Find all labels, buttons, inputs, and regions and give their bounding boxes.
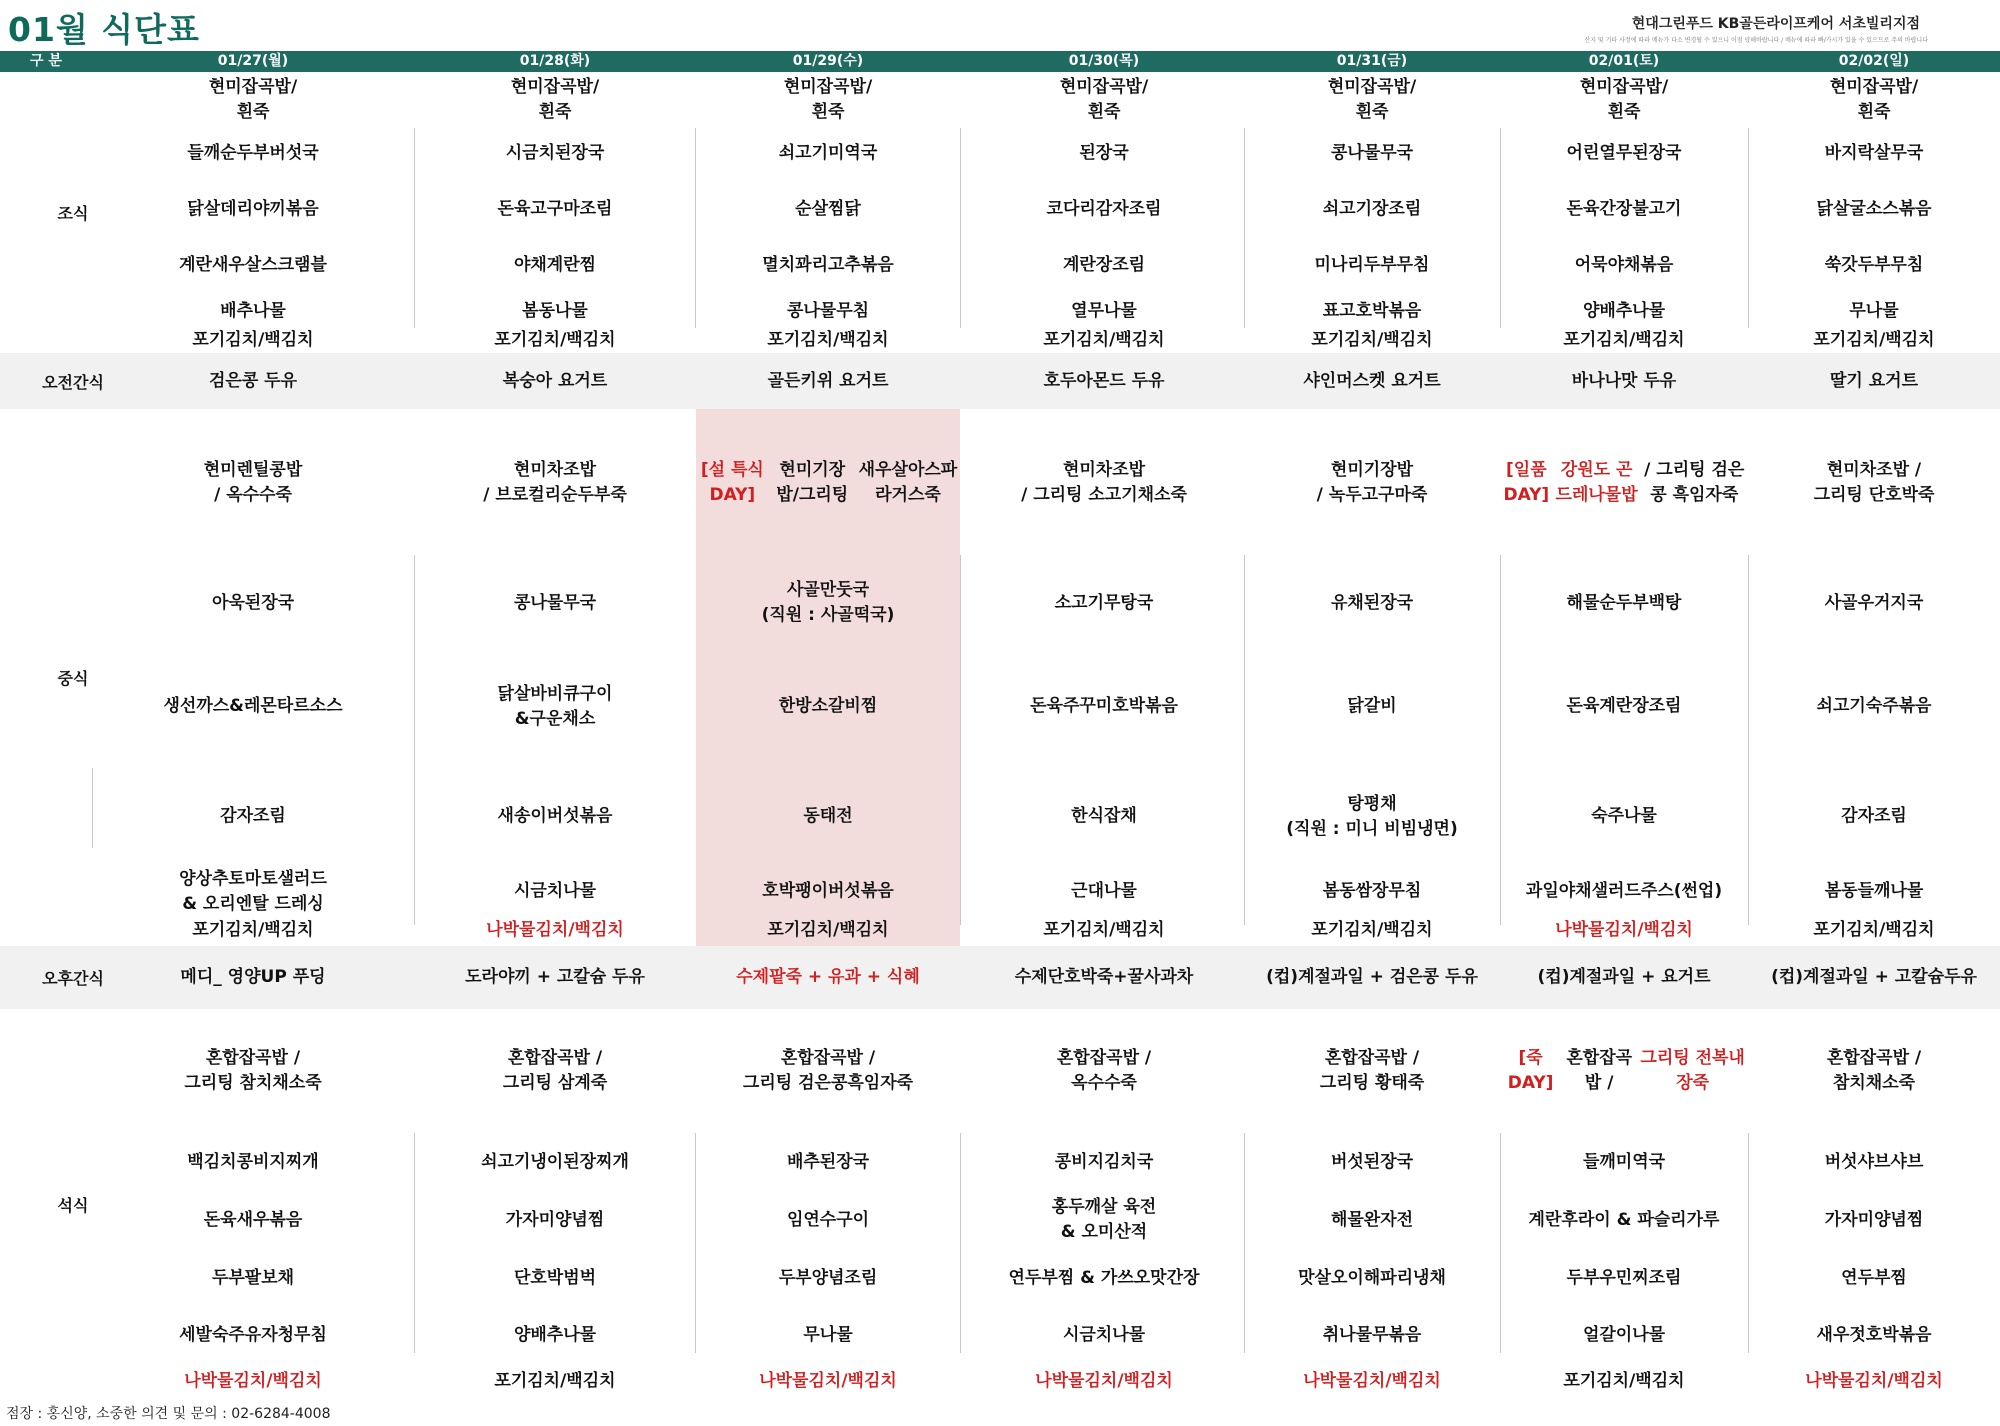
day-header: 02/01(토) (1588, 53, 1660, 69)
day-header: 02/02(일) (1838, 53, 1910, 69)
dinner-item: 쇠고기냉이된장찌개 (481, 1151, 629, 1172)
lunch-item: 해물순두부백탕 (1566, 592, 1682, 613)
breakfast-item: 포기김치/백김치 (1563, 329, 1685, 350)
breakfast-item: 양배추나물 (1582, 300, 1666, 321)
breakfast-item: 포기김치/백김치 (192, 329, 314, 350)
breakfast-item: 포기김치/백김치 (494, 329, 616, 350)
breakfast-item: 콩나물무국 (1330, 142, 1414, 163)
lunch-item: [일품 DAY] 강원도 곤드레나물밥 / 그리팅 검은콩 흑임자죽 (1503, 460, 1745, 505)
dinner-item: 임연수구이 (786, 1209, 870, 1230)
breakfast-item: 무나물 (1849, 300, 1899, 321)
day-header: 01/29(수) (792, 53, 864, 69)
breakfast-item: 봄동나물 (522, 300, 588, 321)
breakfast-item: 현미잡곡밥/ 흰죽 (510, 77, 600, 122)
dinner-item: 취나물무볶음 (1322, 1324, 1422, 1345)
table-header (0, 51, 2000, 72)
breakfast-item: 현미잡곡밥/ 흰죽 (1327, 77, 1417, 122)
dinner-item: 두부우민찌조림 (1566, 1267, 1682, 1288)
breakfast-item: 포기김치/백김치 (1311, 329, 1433, 350)
breakfast-item: 멸치꽈리고추볶음 (762, 254, 894, 275)
breakfast-item: 포기김치/백김치 (767, 329, 889, 350)
dinner-item: 세발숙주유자청무침 (179, 1324, 327, 1345)
dinner-item: 콩비지김치국 (1054, 1151, 1154, 1172)
dinner-item: 나박물김치/백김치 (184, 1370, 322, 1391)
lunch-item: 현미렌틸콩밥 / 옥수수죽 (203, 460, 303, 505)
am_snack-item: 딸기 요거트 (1829, 370, 1919, 391)
lunch-item: 포기김치/백김치 (1311, 919, 1433, 940)
lunch-item: 봄동쌈장무침 (1322, 881, 1422, 901)
pm_snack-item: 수제단호박죽+꿀사과차 (1014, 967, 1194, 987)
lunch-item: 아욱된장국 (211, 592, 295, 613)
column-divider (960, 555, 961, 925)
breakfast-item: 현미잡곡밥/ 흰죽 (783, 77, 873, 122)
dinner-item: 들깨미역국 (1582, 1151, 1666, 1172)
lunch-item: 봄동들깨나물 (1824, 881, 1924, 901)
pm_snack-item: 수제팥죽 + 유과 + 식혜 (736, 967, 920, 987)
breakfast-item: 미나리두부무침 (1314, 254, 1430, 275)
lunch-item: 나박물김치/백김치 (486, 919, 624, 940)
lunch-item: 한식잡채 (1071, 806, 1137, 826)
lunch-item: 시금치나물 (513, 881, 597, 901)
dinner-item: 가자미양념찜 (1824, 1209, 1924, 1230)
dinner-item: 나박물김치/백김치 (1805, 1370, 1943, 1391)
dinner-item: 두부팔보채 (211, 1267, 295, 1288)
category-lunch: 중식 (57, 669, 89, 688)
lunch-item: 나박물김치/백김치 (1555, 919, 1693, 940)
lunch-item: 과일야채샐러드주스(썬업) (1525, 881, 1723, 901)
dinner-item: 백김치콩비지찌개 (187, 1151, 319, 1172)
dinner-item: 양배추나물 (513, 1324, 597, 1345)
dinner-item: 두부양념조림 (778, 1267, 878, 1288)
lunch-item: 양상추토마토샐러드 & 오리엔탈 드레싱 (179, 868, 327, 914)
breakfast-item: 된장국 (1079, 142, 1129, 163)
lunch-item: 현미차조밥 / 그리팅 소고기채소죽 (1021, 460, 1187, 505)
pm_snack-item: 메디_ 영양UP 푸딩 (180, 967, 326, 987)
lunch-item: 쇠고기숙주볶음 (1816, 696, 1932, 716)
footer-contact: 점장 : 홍신양, 소중한 의견 및 문의 : 02-6284-4008 (6, 1406, 331, 1422)
pm_snack-item: (컵)계절과일 + 요거트 (1537, 967, 1711, 987)
category-pm-snack: 오후간식 (42, 969, 104, 988)
dinner-item: 포기김치/백김치 (1563, 1370, 1685, 1391)
lunch-item: 유채된장국 (1330, 592, 1414, 613)
am_snack-item: 골든키위 요거트 (767, 370, 889, 391)
breakfast-item: 쇠고기미역국 (778, 142, 878, 163)
lunch-item: 한방소갈비찜 (778, 696, 878, 716)
dinner-item: 연두부찜 (1841, 1267, 1907, 1288)
dinner-item: 시금치나물 (1062, 1324, 1146, 1345)
am_snack-item: 바나나맛 두유 (1571, 370, 1677, 391)
am_snack-item: 검은콩 두유 (208, 370, 298, 391)
breakfast-item: 현미잡곡밥/ 흰죽 (1059, 77, 1149, 122)
column-divider (960, 128, 961, 328)
breakfast-item: 표고호박볶음 (1322, 300, 1422, 321)
column-divider (960, 1133, 961, 1353)
breakfast-item: 닭살굴소스볶음 (1816, 198, 1932, 219)
breakfast-item: 현미잡곡밥/ 흰죽 (1829, 77, 1919, 122)
day-header: 01/30(목) (1068, 53, 1140, 69)
lunch-item: 돈육계란장조림 (1566, 696, 1682, 716)
breakfast-item: 들깨순두부버섯국 (187, 142, 319, 163)
dinner-item: 맛살오이해파리냉채 (1298, 1267, 1446, 1288)
breakfast-item: 계란새우살스크램블 (179, 254, 327, 275)
lunch-item: 닭살바비큐구이 &구운채소 (497, 683, 613, 729)
dinner-item: 해물완자전 (1330, 1209, 1414, 1230)
lunch-item: 새송이버섯볶음 (497, 806, 613, 826)
lunch-item: 감자조림 (1841, 806, 1907, 826)
lunch-item: 현미차조밥 / 브로컬리순두부죽 (483, 460, 627, 505)
breakfast-item: 포기김치/백김치 (1813, 329, 1935, 350)
category-dinner: 석식 (57, 1195, 89, 1215)
lunch-item: 사골우거지국 (1824, 592, 1924, 613)
day-header: 01/27(월) (217, 53, 289, 69)
lunch-item: 콩나물무국 (513, 592, 597, 613)
dinner-item: 계란후라이 & 파슬리가루 (1528, 1209, 1720, 1230)
category-breakfast: 조식 (57, 204, 89, 223)
pm_snack-item: (컵)계절과일 + 검은콩 두유 (1266, 967, 1478, 987)
dinner-item: 포기김치/백김치 (494, 1370, 616, 1391)
page-title: 01월 식단표 (8, 10, 200, 49)
dinner-item: 혼합잡곡밥 / 그리팅 검은콩흑임자죽 (742, 1048, 914, 1093)
lunch-item: 소고기무탕국 (1054, 592, 1154, 613)
lunch-item: 포기김치/백김치 (1813, 919, 1935, 940)
lunch-item: 탕평채 (직원 : 미니 비빔냉면) (1286, 793, 1458, 839)
am_snack-item: 호두아몬드 두유 (1043, 370, 1165, 391)
breakfast-item: 돈육고구마조림 (497, 198, 613, 219)
dinner-item: 혼합잡곡밥 / 그리팅 참치채소죽 (184, 1048, 322, 1093)
dinner-item: 무나물 (803, 1324, 853, 1345)
day-header: 01/28(화) (519, 53, 591, 69)
dinner-item: 연두부찜 & 가쓰오맛간장 (1008, 1267, 1200, 1288)
category-am-snack: 오전간식 (42, 372, 104, 392)
lunch-item: 호박팽이버섯볶음 (762, 881, 894, 901)
breakfast-item: 닭살데리야끼볶음 (187, 198, 319, 219)
am_snack-item: 복숭아 요거트 (502, 370, 608, 391)
day-header: 01/31(금) (1336, 53, 1408, 69)
column-divider (414, 128, 415, 328)
breakfast-item: 콩나물무침 (786, 300, 870, 321)
lunch-item: 감자조림 (220, 806, 286, 826)
breakfast-item: 바지락살무국 (1824, 142, 1924, 163)
lunch-item: [설 특식 DAY] 현미기장밥/그리팅 새우살아스파라거스죽 (700, 460, 958, 505)
dinner-item: 혼합잡곡밥 / 옥수수죽 (1056, 1048, 1152, 1093)
breakfast-item: 쑥갓두부무침 (1824, 254, 1924, 275)
lunch-item: 동태전 (803, 806, 853, 826)
breakfast-item: 어묵야채볶음 (1574, 254, 1674, 275)
dinner-item: 혼합잡곡밥 / 그리팅 삼계죽 (502, 1048, 608, 1093)
dinner-item: 버섯샤브샤브 (1824, 1151, 1924, 1172)
column-divider (414, 1133, 415, 1353)
breakfast-item: 현미잡곡밥/ 흰죽 (1579, 77, 1669, 122)
dinner-item: [죽 DAY] 혼합잡곡밥 / 그리팅 전복내장죽 (1507, 1048, 1745, 1093)
lunch-item: 현미기장밥 / 녹두고구마죽 (1316, 460, 1428, 505)
lunch-item: 포기김치/백김치 (767, 919, 889, 940)
dinner-item: 배추된장국 (786, 1151, 870, 1172)
dinner-item: 버섯된장국 (1330, 1151, 1414, 1172)
breakfast-item: 어린열무된장국 (1566, 142, 1682, 163)
lunch-item: 사골만둣국 (직원 : 사골떡국) (761, 580, 895, 625)
breakfast-item: 현미잡곡밥/ 흰죽 (208, 77, 298, 122)
dinner-item: 돈육새우볶음 (203, 1209, 303, 1230)
dinner-item: 혼합잡곡밥 / 참치채소죽 (1826, 1048, 1922, 1093)
lunch-item: 포기김치/백김치 (1043, 919, 1165, 940)
dinner-item: 가자미양념찜 (505, 1209, 605, 1230)
lunch-item: 포기김치/백김치 (192, 919, 314, 940)
breakfast-item: 배추나물 (220, 300, 286, 321)
lunch-item: 생선까스&레몬타르소스 (163, 696, 343, 716)
column-divider (414, 555, 415, 925)
pm_snack-item: 도라야끼 + 고칼슘 두유 (465, 967, 645, 987)
dinner-item: 단호박범벅 (513, 1267, 597, 1288)
dinner-item: 나박물김치/백김치 (759, 1370, 897, 1391)
breakfast-item: 순살찜닭 (795, 198, 861, 219)
pm_snack-item: (컵)계절과일 + 고칼슘두유 (1771, 967, 1977, 987)
dinner-item: 새우젓호박볶음 (1816, 1324, 1932, 1345)
breakfast-item: 코다리감자조림 (1046, 198, 1162, 219)
company-name: 현대그린푸드 KB골든라이프케어 서초빌리지점 (1631, 16, 1920, 32)
lunch-item: 숙주나물 (1591, 806, 1657, 826)
lunch-item: 근대나물 (1071, 881, 1137, 901)
lunch-item: 현미차조밥 / 그리팅 단호박죽 (1813, 460, 1935, 505)
breakfast-item: 돈육간장불고기 (1566, 198, 1682, 219)
dinner-item: 혼합잡곡밥 / 그리팅 황태죽 (1319, 1048, 1425, 1093)
lunch-item: 돈육주꾸미호박볶음 (1030, 696, 1178, 716)
breakfast-item: 계란장조림 (1062, 254, 1146, 275)
notice-text: 산지 및 기타 사정에 따라 메뉴가 다소 변경될 수 있으니 이점 양해바랍니다 / 메뉴에 따라 빠/가시가 있을 수 있으므로 주의 바랍니다 (1584, 37, 1928, 44)
header-label: 구 분 (30, 53, 62, 69)
breakfast-item: 시금치된장국 (505, 142, 605, 163)
am_snack-item: 샤인머스켓 요거트 (1303, 370, 1441, 391)
dinner-item: 나박물김치/백김치 (1303, 1370, 1441, 1391)
dinner-item: 홍두깨살 육전 & 오미산적 (1051, 1197, 1157, 1242)
breakfast-item: 쇠고기장조림 (1322, 198, 1422, 219)
breakfast-item: 열무나물 (1071, 300, 1137, 321)
dinner-item: 얼갈이나물 (1582, 1324, 1666, 1345)
breakfast-item: 포기김치/백김치 (1043, 329, 1165, 350)
breakfast-item: 야채계란찜 (513, 254, 597, 275)
dinner-item: 나박물김치/백김치 (1035, 1370, 1173, 1391)
lunch-item: 닭갈비 (1347, 696, 1397, 716)
